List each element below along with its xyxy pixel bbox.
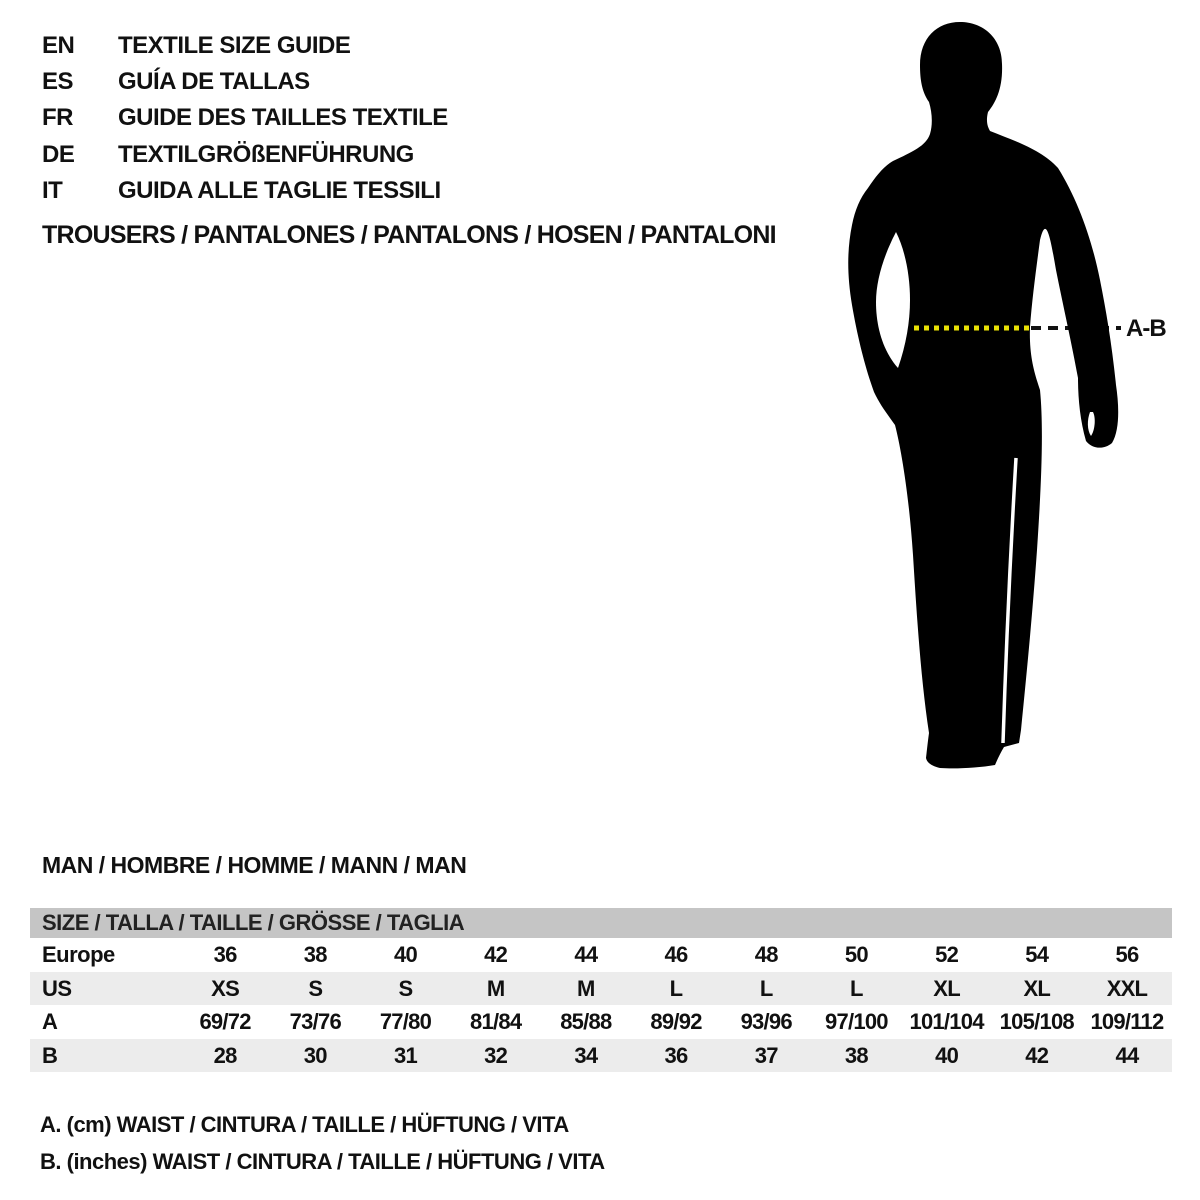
size-value: 32 xyxy=(484,1042,508,1068)
table-row-us xyxy=(30,972,1172,1006)
man-silhouette xyxy=(848,22,1118,768)
table-row-europe xyxy=(30,938,1172,972)
size-value: 97/100 xyxy=(825,1009,888,1034)
size-value: XL xyxy=(1023,975,1051,1001)
size-value: 85/88 xyxy=(560,1009,612,1034)
size-value: 69/72 xyxy=(199,1009,251,1034)
size-value: 50 xyxy=(844,942,868,967)
size-value: 36 xyxy=(664,1042,688,1068)
row-label: A xyxy=(42,1009,58,1034)
guide-title-it: GUIDA ALLE TAGLIE TESSILI xyxy=(118,176,441,204)
size-value: 93/96 xyxy=(740,1009,792,1034)
guide-title-es: GUÍA DE TALLAS xyxy=(118,68,310,96)
size-value: 40 xyxy=(393,942,417,967)
size-value: 81/84 xyxy=(470,1009,522,1034)
size-value: 56 xyxy=(1115,942,1139,967)
legend-b-inches: B. (inches) WAIST / CINTURA / TAILLE / HÜFTUNG / VITA xyxy=(40,1149,605,1174)
guide-title-en: TEXTILE SIZE GUIDE xyxy=(118,32,351,59)
size-value: 105/108 xyxy=(999,1009,1074,1034)
language-code: FR xyxy=(42,104,73,132)
size-value: 31 xyxy=(393,1042,417,1068)
product-category-heading: TROUSERS / PANTALONES / PANTALONS / HOSEN / PANTALONI xyxy=(42,221,776,249)
language-code: ES xyxy=(42,68,74,96)
table-row-a-cm xyxy=(30,1005,1172,1039)
gender-heading: MAN / HOMBRE / HOMME / MANN / MAN xyxy=(42,852,467,878)
size-value: L xyxy=(759,975,773,1001)
table-row-b-inches xyxy=(30,1039,1172,1073)
size-value: 52 xyxy=(935,942,959,967)
measurement-legend xyxy=(40,1106,605,1180)
size-value: 38 xyxy=(844,1042,868,1068)
row-label: Europe xyxy=(42,942,115,967)
language-code: DE xyxy=(42,140,75,168)
size-value: XL xyxy=(933,975,960,1001)
size-value: 36 xyxy=(213,942,237,967)
size-value: XS xyxy=(211,975,240,1001)
size-value: XXL xyxy=(1106,975,1148,1001)
size-value: 46 xyxy=(664,942,688,967)
size-value: L xyxy=(850,975,863,1001)
legend-a-cm: A. (cm) WAIST / CINTURA / TAILLE / HÜFTUNG / VITA xyxy=(40,1112,569,1137)
size-value: 34 xyxy=(574,1042,598,1068)
size-value: 54 xyxy=(1025,942,1049,967)
guide-title-fr: GUIDE DES TAILLES TEXTILE xyxy=(118,104,448,132)
row-label: B xyxy=(42,1042,58,1068)
size-value: M xyxy=(577,975,595,1001)
size-value: 37 xyxy=(754,1042,778,1068)
size-value: 40 xyxy=(935,1042,959,1068)
size-value: 89/92 xyxy=(650,1009,702,1034)
size-value: 48 xyxy=(754,942,778,967)
size-value: 44 xyxy=(1115,1042,1139,1068)
size-value: 30 xyxy=(303,1042,327,1068)
language-code: EN xyxy=(42,32,75,59)
size-value: 101/104 xyxy=(909,1009,984,1034)
size-value: 73/76 xyxy=(289,1009,341,1034)
size-value: 38 xyxy=(303,942,327,967)
row-label: US xyxy=(42,975,72,1001)
size-value: 28 xyxy=(213,1042,237,1068)
size-table-header: SIZE / TALLA / TAILLE / GRÖSSE / TAGLIA xyxy=(30,908,1172,938)
size-value: S xyxy=(398,975,413,1001)
size-value: 44 xyxy=(574,942,598,967)
size-value: S xyxy=(308,975,323,1001)
size-value: 42 xyxy=(1025,1042,1049,1068)
size-value: L xyxy=(669,975,683,1001)
size-table xyxy=(30,908,1172,1072)
measure-label: A-B xyxy=(1126,315,1166,342)
size-value: 42 xyxy=(484,942,508,967)
guide-title-de: TEXTILGRÖßENFÜHRUNG xyxy=(118,140,414,168)
size-value: 109/112 xyxy=(1090,1009,1164,1034)
size-value: 77/80 xyxy=(379,1009,432,1034)
size-value: M xyxy=(486,975,505,1001)
language-code: IT xyxy=(42,176,63,204)
